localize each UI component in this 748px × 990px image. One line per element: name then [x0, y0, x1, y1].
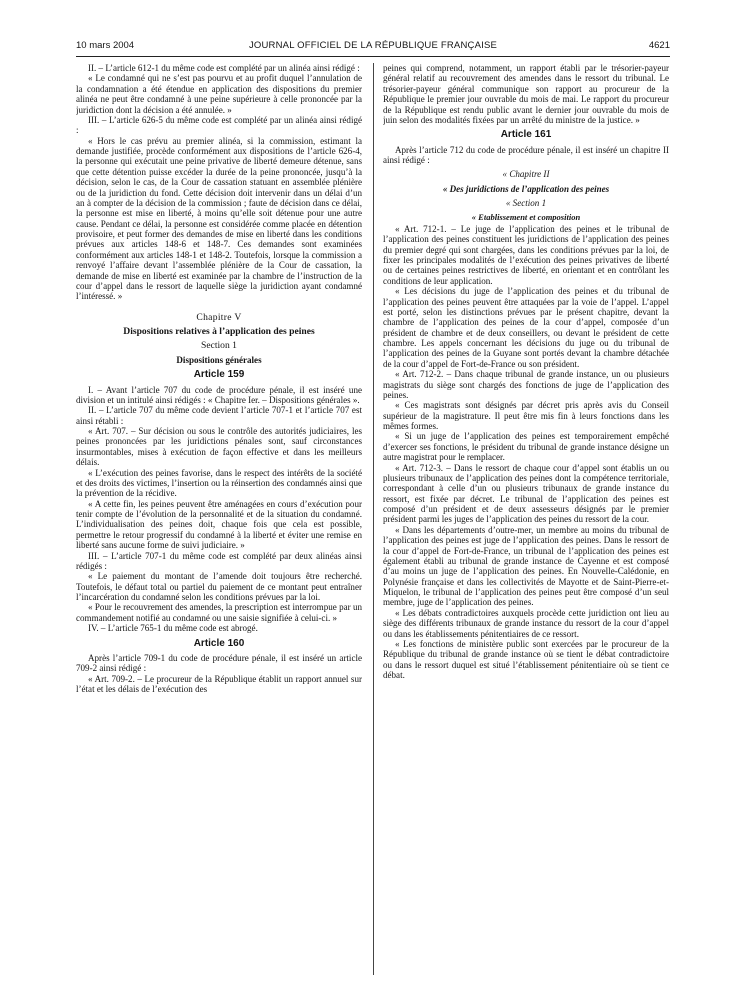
- paragraph: « L’exécution des peines favorise, dans le respect des intérêts de la société et des droits des victimes, l’insertion ou la réinsertion des condamnés ainsi que la prévention de la récidive.: [76, 467, 362, 499]
- paragraph: « Le paiement du montant de l’amende doit toujours être recherché. Toutefois, le défaut total ou partiel du paiement de ce montant peut entraîner l’incarcération du condamné selon les conditions prévues par la loi.: [76, 571, 362, 602]
- paragraph: « Art. 709-2. – Le procureur de la République établit un rapport annuel sur l’état et les délais de l’exécution des: [76, 673, 362, 694]
- paragraph: « Si un juge de l’application des peines est temporairement empêché d’exercer ses fonctions, le président du tribunal de grande instance désigne un autre magistrat pour le remplacer.: [383, 431, 669, 463]
- chapter-heading: Chapitre V: [196, 311, 242, 323]
- publication-date: 10 mars 2004: [76, 40, 135, 51]
- paragraph-continued: peines qui comprend, notamment, un rapport établi par le trésorier-payeur général relatif au recouvrement des amendes dans le ressort du tribunal. Le trésorier-payeur général communique son rapport au procureur de la République le premier jour ouvrable du mois de mai. Le rapport du procureur de la République est rendu public avant le dernier jour ouvrable du mois de juin selon des modalités fixées par un arrêté du ministre de la justice. »: [383, 63, 669, 125]
- paragraph: « Ces magistrats sont désignés par décret pris après avis du Conseil supérieur de la magistrature. Il peut être mis fin à leurs fonctions dans les mêmes formes.: [383, 400, 669, 431]
- right-column: [383, 63, 669, 978]
- paragraph: « Art. 712-2. – Dans chaque tribunal de grande instance, un ou plusieurs magistrats du siège sont chargés des fonctions de juge de l’application des peines.: [383, 369, 669, 400]
- paragraph: « Les débats contradictoires auxquels procède cette juridiction ont lieu au siège des différents tribunaux de grande instance du ressort de la cour d’appel ou dans les établissements pénitentiaires de ce ressort.: [383, 607, 669, 639]
- section-title: Dispositions générales: [176, 354, 262, 365]
- paragraph: « Les fonctions de ministère public sont exercées par le procureur de la République du tribunal de grande instance où se tient le débat contradictoire ou dans le ressort duquel est situé l’établissement pénitentiaire où se tient ce débat.: [383, 638, 669, 680]
- page-number: 4621: [648, 40, 670, 51]
- paragraph: IV. – L’article 765-1 du même code est abrogé.: [88, 623, 258, 634]
- paragraph: « Art. 712-1. – Le juge de l’application des peines et le tribunal de l’application des peines constituent les juridictions de l’application des peines du premier degré qui sont chargées, dans les conditions prévues par la loi, de fixer les principales modalités de l’exécution des peines privatives de liberté ou de certaines peines restrictives de liberté, en orientant et en contrôlant les conditions de leur application.: [383, 223, 669, 286]
- paragraph: II. – L’article 612-1 du même code est complété par un alinéa ainsi rédigé :: [88, 63, 360, 73]
- section-title: « Etablissement et composition: [471, 211, 581, 222]
- paragraph: « A cette fin, les peines peuvent être aménagées en cours d’exécution pour tenir compte de l’évolution de la personnalité et de la situation du condamné. L’individualisation des peines doit, chaque fois que cela est possible, permettre le retour progressif du condamné à la liberté et éviter une remise en liberté sans aucune forme de suivi judiciaire. »: [76, 498, 362, 551]
- journal-title: JOURNAL OFFICIEL DE LA RÉPUBLIQUE FRANÇAISE: [248, 40, 498, 51]
- article-heading: Article 160: [193, 637, 245, 649]
- paragraph: « Pour le recouvrement des amendes, la prescription est interrompue par un commandement notifié au condamné ou une saisie signifiée à celui-ci. »: [76, 602, 362, 623]
- chapter-title: « Des juridictions de l’application des peines: [442, 183, 610, 194]
- paragraph: « Dans les départements d’outre-mer, un membre au moins du tribunal de l’application des peines est juge de l’application des peines. Dans le ressort de la cour d’appel de Fort-de-France, un tribunal de l’application des peines est également établi au tribunal de grande instance de Cayenne et est composé d’au moins un juge de l’application des peines. En Nouvelle-Calédonie, en Polynésie française et dans les collectivités de Mayotte et de Saint-Pierre-et-Miquelon, le tribunal de l’application des peines peut être composé d’un seul membre, juge de l’application des peines.: [383, 524, 669, 608]
- chapter-title: Dispositions relatives à l’application des peines: [123, 326, 315, 337]
- section-heading: Section 1: [201, 340, 237, 352]
- left-column: [76, 63, 362, 978]
- paragraph: II. – L’article 707 du même code devient l’article 707-1 et l’article 707 est ainsi rétabli :: [76, 405, 362, 426]
- header-rule: [76, 56, 670, 57]
- paragraph: « Les décisions du juge de l’application des peines et du tribunal de l’application des peines peuvent être attaquées par la voie de l’appel. L’appel est porté, selon les distinctions prévues par le présent chapitre, devant la chambre de l’application des peines de la cour d’appel, composée d’un président de chambre et de deux conseillers, ou devant le président de cette chambre. Les appels concernant les décisions du juge ou du tribunal de l’application des peines de la Guyane sont portés devant la chambre détachée de la cour d’appel de Fort-de-France ou son président.: [383, 286, 669, 369]
- paragraph: III. – L’article 707-1 du même code est complété par deux alinéas ainsi rédigés :: [76, 550, 362, 571]
- paragraph: Après l’article 709-1 du code de procédure pénale, il est inséré un article 709-2 ainsi rédigé :: [76, 652, 362, 674]
- article-heading: Article 161: [500, 129, 552, 141]
- chapter-heading: « Chapitre II: [502, 169, 550, 180]
- paragraph: « Art. 707. – Sur décision ou sous le contrôle des autorités judiciaires, les peines prononcées par les juridictions pénales sont, sauf circonstances insurmontables, mises à exécution de façon effective et dans les meilleurs délais.: [76, 426, 362, 468]
- paragraph: « Le condamné qui ne s’est pas pourvu et au profit duquel l’annulation de la condamnation a été étendue en application des dispositions du premier alinéa ne peut être condamné à une peine supérieure à celle prononcée par la juridiction dont la décision a été annulée. »: [76, 73, 362, 115]
- paragraph: Après l’article 712 du code de procédure pénale, il est inséré un chapitre II ainsi rédigé :: [383, 144, 669, 165]
- column-divider: [373, 63, 374, 975]
- article-heading: Article 159: [193, 369, 245, 381]
- section-heading: « Section 1: [505, 198, 547, 209]
- paragraph: III. – L’article 626-5 du même code est complété par un alinéa ainsi rédigé :: [76, 114, 362, 136]
- paragraph: I. – Avant l’article 707 du code de procédure pénale, il est inséré une division et un intitulé ainsi rédigés : « Chapitre Ier. – Dispositions générales ».: [76, 384, 362, 405]
- running-header: [76, 40, 670, 54]
- paragraph: « Hors le cas prévu au premier alinéa, si la commission, estimant la demande justifiée, procède conformément aux dispositions de l’article 626-4, la personne qui exécutait une peine privative de liberté demeure détenue, sans que cette détention puisse excéder la durée de la peine prononcée, jusqu’à la décision, selon le cas, de la Cour de cassation statuant en assemblée plénière ou de la juridiction du fond. Cette décision doit intervenir dans un délai d’un an à compter de la décision de la commission ; faute de décision dans ce délai, la personne est mise en liberté, à moins qu’elle soit détenue pour une autre cause. Pendant ce délai, la personne est considérée comme placée en détention provisoire, et peut former des demandes de mise en liberté dans les conditions prévues aux articles 148-6 et 148-7. Ces demandes sont examinées conformément aux articles 148-1 et 148-2. Toutefois, lorsque la commission a renvoyé l’affaire devant l’assemblée plénière de la Cour de cassation, la demande de mise en liberté est examinée par la chambre de l’instruction de la cour d’appel dans le ressort de laquelle siège la juridiction ayant condamné l’intéressé. »: [76, 135, 362, 302]
- paragraph: « Art. 712-3. – Dans le ressort de chaque cour d’appel sont établis un ou plusieurs tribunaux de l’application des peines dont la compétence territoriale, correspondant à celle d’un ou plusieurs tribunaux de grande instance du ressort, est fixée par décret. Le tribunal de l’application des peines est composé d’un président et de deux assesseurs désignés par le premier président parmi les juges de l’application des peines du ressort de la cour.: [383, 462, 669, 525]
